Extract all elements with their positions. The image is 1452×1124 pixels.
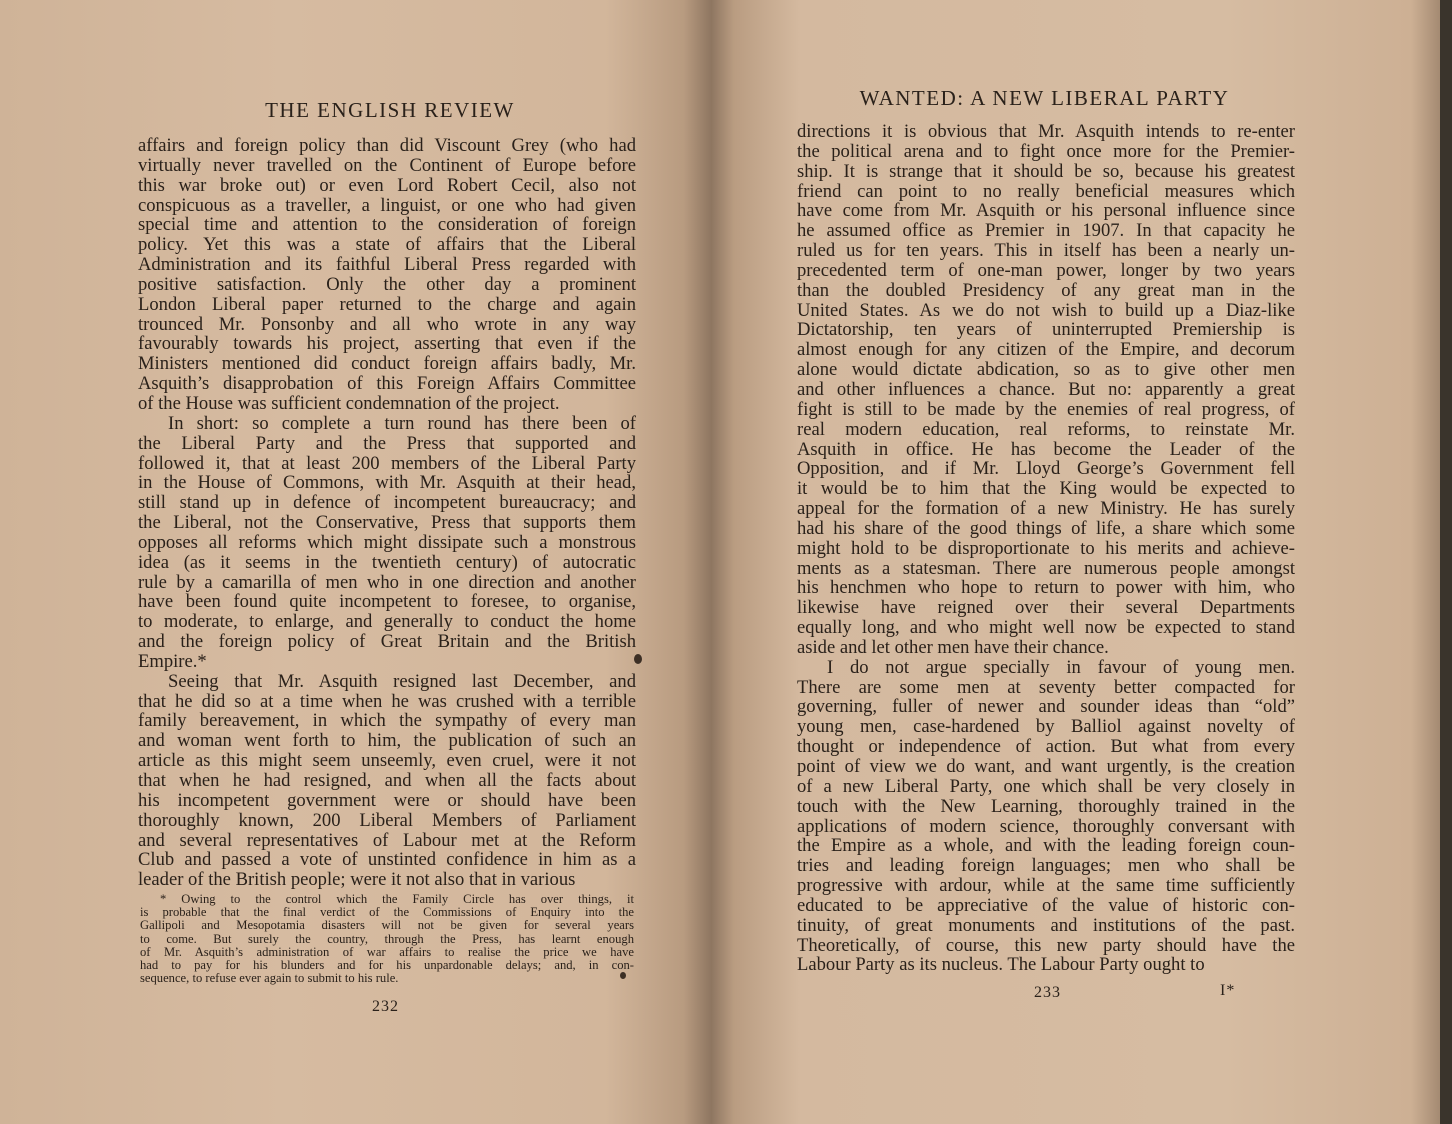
text-line: likewise have reigned over their several Departments [797, 597, 1295, 619]
text-line: that when he had resigned, and when all the facts about [138, 770, 636, 791]
text-line: Administration and its faithful Liberal Press regarded with [138, 254, 636, 276]
text-line: it would be to him that the King would be expected to [797, 478, 1295, 500]
body-text [797, 122, 1295, 975]
text-line: tries and leading foreign languages; men who shall be [797, 855, 1295, 877]
text-line: his incompetent government were or should have been [138, 789, 636, 811]
text-line: followed it, that at least 200 members of the Liberal Party [138, 452, 636, 474]
text-line: tinuity, of great monuments and institutions of the past. [797, 914, 1295, 936]
text-line: * Owing to the control which the Family Circle has over things, it [160, 892, 634, 906]
text-line: appeal for the formation of a new Ministry. He has surely [797, 498, 1295, 520]
text-line: of the House was sufficient condemnation of the project. [138, 392, 560, 414]
text-line: to moderate, to enlarge, and generally to conduct the home [138, 611, 636, 633]
text-line: precedented term of one-man power, longer by two years [797, 259, 1295, 281]
text-line: Club and passed a vote of unstinted confidence in him as a [138, 849, 636, 871]
text-line: alone would dictate abdication, so as to give other men [797, 359, 1295, 381]
text-line: and other influences a chance. But no: apparently a great [797, 378, 1295, 400]
text-line: directions it is obvious that Mr. Asquith intends to re-enter [797, 121, 1295, 142]
ink-spot [634, 654, 642, 664]
text-line: sequence, to refuse ever again to submit to his rule. [140, 971, 399, 986]
text-line: the political arena and to fight once more for the Premier- [797, 140, 1295, 162]
text-line: Labour Party as its nucleus. The Labour Party ought to [797, 954, 1205, 976]
page-edge [1440, 0, 1452, 1124]
text-line: the Liberal Party and the Press that supported and [138, 432, 636, 454]
text-line: Asquith in office. He has become the Leader of the [797, 438, 1295, 460]
text-line: Seeing that Mr. Asquith resigned last December, and [168, 670, 636, 692]
text-line: aside and let other men have their chance. [797, 636, 1109, 658]
text-line: to come. But surely the country, through the Press, has learnt enough [140, 931, 634, 946]
text-line: educated to be appreciative of the value of historic con- [797, 894, 1295, 916]
text-line: special time and attention to the consideration of foreign [138, 214, 636, 236]
text-line: and the foreign policy of Great Britain and the British [138, 631, 636, 653]
text-line: real modern education, real reforms, to reinstate Mr. [797, 418, 1295, 440]
text-line: young men, case-hardened by Balliol against novelty of [797, 716, 1295, 738]
text-line: might hold to be disproportionate to his merits and achieve- [797, 537, 1295, 559]
signature-mark: I* [1220, 982, 1236, 999]
text-line: conspicuous as a traveller, a linguist, or one who had given [138, 194, 636, 216]
text-line: thought or independence of action. But what from every [797, 736, 1295, 758]
text-line: There are some men at seventy better compacted for [797, 676, 1295, 698]
text-line: thoroughly known, 200 Liberal Members of Parliament [138, 809, 636, 831]
text-line: touch with the New Learning, thoroughly trained in the [797, 795, 1295, 817]
text-line: In short: so complete a turn round has there been of [168, 412, 636, 434]
text-line: almost enough for any citizen of the Empire, and decorum [797, 339, 1295, 361]
text-line: of a new Liberal Party, one which shall be very closely in [797, 775, 1295, 797]
text-line: opposes all reforms which might dissipate such a monstrous [138, 531, 636, 553]
text-line: point of view we do want, and want urgently, is the creation [797, 756, 1295, 777]
text-line: he assumed office as Premier in 1907. In that capacity he [797, 220, 1295, 242]
body-text [138, 136, 636, 890]
right-page [712, 0, 1440, 1124]
text-line: than the doubled Presidency of any great man in the [797, 279, 1295, 301]
text-line: Gallipoli and Mesopotamia disasters will not be given for several years [140, 918, 634, 933]
text-line: I do not argue specially in favour of young men. [827, 656, 1295, 678]
page-number: 232 [372, 998, 399, 1015]
text-line: had to pay for his blunders and for his unpardonable delays; and, in con- [140, 957, 634, 972]
text-line: and woman went forth to him, the publication of such an [138, 730, 636, 752]
text-line: United States. As we do not wish to build up a Diaz-like [797, 299, 1295, 321]
text-line: equally long, and who might well now be expected to stand [797, 617, 1295, 639]
text-line: had his share of the good things of life, a share which some [797, 517, 1295, 539]
text-line: ship. It is strange that it should be so, because his greatest [797, 160, 1295, 182]
footnote [140, 893, 634, 985]
text-line: this war broke out) or even Lord Robert Cecil, also not [138, 174, 636, 196]
text-line: the Empire as a whole, and with the leading foreign coun- [797, 835, 1295, 857]
text-line: governing, fuller of newer and sounder ideas than “old” [797, 696, 1295, 718]
text-line: have come from Mr. Asquith or his personal influence since [797, 200, 1295, 222]
text-line: policy. Yet this was a state of affairs that the Liberal [138, 234, 636, 256]
text-line: the Liberal, not the Conservative, Press that supports them [138, 512, 636, 534]
text-line: in the House of Commons, with Mr. Asquith at their head, [138, 472, 636, 494]
text-line: Asquith’s disapprobation of this Foreign Affairs Committee [138, 373, 636, 395]
text-line: Empire.* [138, 650, 207, 672]
text-line: article as this might seem unseemly, even cruel, were it not [138, 750, 636, 772]
text-line: trounced Mr. Ponsonby and all who wrote in any way [138, 313, 636, 335]
text-line: Opposition, and if Mr. Lloyd George’s Government fell [797, 458, 1295, 480]
text-line: favourably towards his project, asserting that even if the [138, 333, 636, 355]
text-line: is probable that the final verdict of the Commissions of Enquiry into the [140, 905, 634, 920]
text-line: and several representatives of Labour met at the Reform [138, 829, 636, 851]
text-line: ruled us for ten years. This in itself has been a nearly un- [797, 240, 1295, 262]
text-line: family bereavement, in which the sympathy of every man [138, 710, 636, 732]
text-line: that he did so at a time when he was crushed with a terrible [138, 690, 636, 712]
text-line: his henchmen who hope to return to power with him, who [797, 577, 1295, 599]
text-line: friend can point to no really beneficial measures which [797, 180, 1295, 202]
text-line: positive satisfaction. Only the other day a prominent [138, 273, 636, 295]
page-number: 233 [1034, 984, 1061, 1001]
ink-spot [620, 972, 626, 979]
text-line: affairs and foreign policy than did Viscount Grey (who had [138, 135, 636, 156]
text-line: Theoretically, of course, this new party should have the [797, 934, 1295, 956]
text-line: progressive with ardour, while at the same time sufficiently [797, 875, 1295, 897]
text-line: ments as a statesman. There are numerous people amongst [797, 557, 1295, 579]
running-head: THE ENGLISH REVIEW [265, 98, 515, 122]
text-line: Ministers mentioned did conduct foreign affairs badly, Mr. [138, 353, 636, 375]
text-line: virtually never travelled on the Continent of Europe before [138, 154, 636, 176]
text-line: fight is still to be made by the enemies of real progress, of [797, 398, 1295, 420]
text-line: applications of modern science, thoroughly conversant with [797, 815, 1295, 837]
text-line: rule by a camarilla of men who in one direction and another [138, 571, 636, 593]
left-page [0, 0, 712, 1124]
text-line: Dictatorship, ten years of uninterrupted Premiership is [797, 319, 1295, 341]
text-line: of Mr. Asquith’s administration of war affairs to realise the price we have [140, 944, 634, 959]
text-line: London Liberal paper returned to the charge and again [138, 293, 636, 315]
text-line: leader of the British people; were it not also that in various [138, 869, 576, 891]
text-line: idea (as it seems in the twentieth century) of autocratic [138, 551, 636, 573]
text-line: still stand up in defence of incompetent bureaucracy; and [138, 492, 636, 514]
running-head: WANTED: A NEW LIBERAL PARTY [859, 86, 1230, 110]
text-line: have been found quite incompetent to foresee, to organise, [138, 591, 636, 613]
